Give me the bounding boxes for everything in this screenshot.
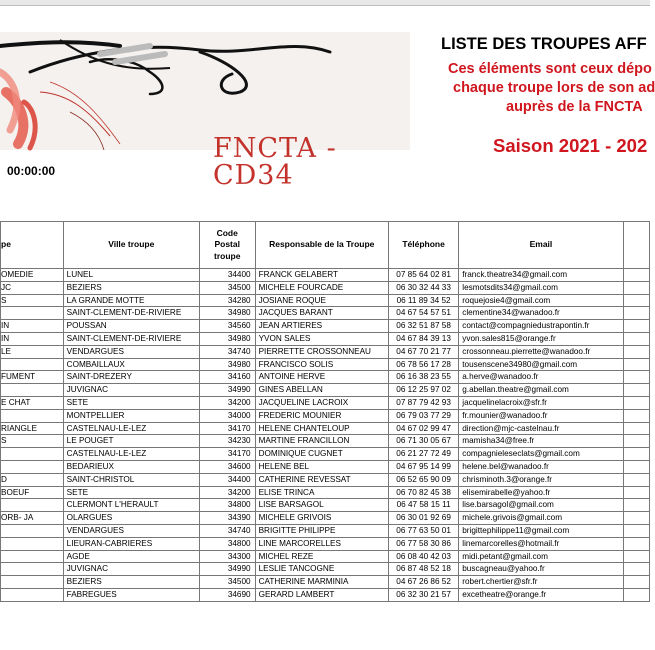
cell-telephone: 04 67 54 57 51 xyxy=(388,307,458,320)
cell-extra xyxy=(623,448,649,461)
cell-email: yvon.sales815@orange.fr xyxy=(459,332,623,345)
cell-telephone: 06 70 82 45 38 xyxy=(388,486,458,499)
cell-email: crossonneau.pierrette@wanadoo.fr xyxy=(459,345,623,358)
subtitle-line-3: auprès de la FNCTA xyxy=(506,99,643,115)
cell-extra xyxy=(623,269,649,282)
cell-troupe: BOEUF xyxy=(1,486,64,499)
cell-troupe: S xyxy=(1,435,64,448)
table-row xyxy=(1,537,650,550)
cell-code-postal: 34990 xyxy=(199,384,255,397)
cell-troupe xyxy=(1,576,64,589)
cell-ville: FABREGUES xyxy=(63,588,199,601)
cell-extra xyxy=(623,524,649,537)
cell-email: contact@compagniedustrapontin.fr xyxy=(459,320,623,333)
cell-code-postal: 34400 xyxy=(199,473,255,486)
subtitle-line-2: chaque troupe lors de son ad xyxy=(453,80,655,96)
table-row xyxy=(1,576,650,589)
cell-ville: SAINT-DREZERY xyxy=(63,371,199,384)
table-row xyxy=(1,281,650,294)
cell-email: buscagneau@yahoo.fr xyxy=(459,563,623,576)
cell-extra xyxy=(623,320,649,333)
cell-email: direction@mjc-castelnau.fr xyxy=(459,422,623,435)
col-header-email: Email xyxy=(459,222,623,269)
cell-ville: SAINT-CLEMENT-DE-RIVIERE xyxy=(63,307,199,320)
cell-troupe xyxy=(1,588,64,601)
cell-extra xyxy=(623,294,649,307)
col-header-responsable: Responsable de la Troupe xyxy=(255,222,388,269)
cell-extra xyxy=(623,435,649,448)
table-row xyxy=(1,409,650,422)
cell-code-postal: 34980 xyxy=(199,307,255,320)
col-header-extra xyxy=(623,222,649,269)
page-top-rule xyxy=(0,5,650,6)
cell-responsable: FRANCK GELABERT xyxy=(255,269,388,282)
cell-responsable: FRANCISCO SOLIS xyxy=(255,358,388,371)
cell-troupe: LE xyxy=(1,345,64,358)
cell-telephone: 06 30 32 44 33 xyxy=(388,281,458,294)
cell-extra xyxy=(623,371,649,384)
cell-responsable: ELISE TRINCA xyxy=(255,486,388,499)
cell-troupe xyxy=(1,307,64,320)
cell-telephone: 06 47 58 15 11 xyxy=(388,499,458,512)
cell-extra xyxy=(623,576,649,589)
cell-responsable: MICHEL REZE xyxy=(255,550,388,563)
cell-troupe: IN xyxy=(1,332,64,345)
cell-ville: OLARGUES xyxy=(63,512,199,525)
cell-troupe: D xyxy=(1,473,64,486)
cell-responsable: JACQUES BARANT xyxy=(255,307,388,320)
cell-email: clementine34@wanadoo.fr xyxy=(459,307,623,320)
cell-telephone: 06 21 27 72 49 xyxy=(388,448,458,461)
cell-email: franck.theatre34@gmail.com xyxy=(459,269,623,282)
cell-email: excetheatre@orange.fr xyxy=(459,588,623,601)
cell-responsable: MICHELE GRIVOIS xyxy=(255,512,388,525)
cell-email: robert.chertier@sfr.fr xyxy=(459,576,623,589)
cell-code-postal: 34500 xyxy=(199,576,255,589)
cell-ville: JUVIGNAC xyxy=(63,563,199,576)
cell-email: mamisha34@free.fr xyxy=(459,435,623,448)
cell-code-postal: 34390 xyxy=(199,512,255,525)
cell-troupe xyxy=(1,499,64,512)
cell-responsable: YVON SALES xyxy=(255,332,388,345)
cell-telephone: 06 79 03 77 29 xyxy=(388,409,458,422)
cell-telephone: 06 08 40 42 03 xyxy=(388,550,458,563)
cell-telephone: 06 87 48 52 18 xyxy=(388,563,458,576)
cell-code-postal: 34560 xyxy=(199,320,255,333)
cell-ville: VENDARGUES xyxy=(63,345,199,358)
cell-telephone: 04 67 26 86 52 xyxy=(388,576,458,589)
logo-text: FNCTA - CD34 xyxy=(213,133,337,191)
cell-code-postal: 34500 xyxy=(199,281,255,294)
cell-responsable: LINE MARCORELLES xyxy=(255,537,388,550)
cell-extra xyxy=(623,563,649,576)
cell-extra xyxy=(623,537,649,550)
cell-ville: BEZIERS xyxy=(63,281,199,294)
cell-troupe xyxy=(1,384,64,397)
cell-responsable: JEAN ARTIERES xyxy=(255,320,388,333)
cell-ville: JUVIGNAC xyxy=(63,384,199,397)
cell-code-postal: 34980 xyxy=(199,358,255,371)
table-row xyxy=(1,422,650,435)
table-row xyxy=(1,512,650,525)
document-title: LISTE DES TROUPES AFF xyxy=(441,35,647,53)
troupes-table xyxy=(0,221,650,602)
subtitle-line-1: Ces éléments sont ceux dépo xyxy=(448,61,652,77)
cell-telephone: 07 87 79 42 93 xyxy=(388,396,458,409)
cell-email: lise.barsagol@gmail.com xyxy=(459,499,623,512)
cell-email: roquejosie4@gmail.com xyxy=(459,294,623,307)
cell-troupe: RIANGLE xyxy=(1,422,64,435)
table-row xyxy=(1,486,650,499)
cell-responsable: ANTOINE HERVE xyxy=(255,371,388,384)
cell-extra xyxy=(623,345,649,358)
cell-code-postal: 34980 xyxy=(199,332,255,345)
cell-ville: SAINT-CHRISTOL xyxy=(63,473,199,486)
cell-code-postal: 34280 xyxy=(199,294,255,307)
cell-extra xyxy=(623,307,649,320)
cell-extra xyxy=(623,486,649,499)
col-header-code-postal: Code Postal troupe xyxy=(199,222,255,269)
cell-extra xyxy=(623,473,649,486)
cell-ville: POUSSAN xyxy=(63,320,199,333)
cell-troupe xyxy=(1,524,64,537)
cell-responsable: GINES ABELLAN xyxy=(255,384,388,397)
cell-responsable: HELENE CHANTELOUP xyxy=(255,422,388,435)
cell-email: g.abellan.theatre@gmail.com xyxy=(459,384,623,397)
table-row xyxy=(1,563,650,576)
cell-ville: SETE xyxy=(63,486,199,499)
cell-telephone: 06 30 01 92 69 xyxy=(388,512,458,525)
table-row xyxy=(1,473,650,486)
cell-ville: AGDE xyxy=(63,550,199,563)
cell-code-postal: 34990 xyxy=(199,563,255,576)
cell-responsable: CATHERINE REVESSAT xyxy=(255,473,388,486)
cell-ville: MONTPELLIER xyxy=(63,409,199,422)
cell-code-postal: 34170 xyxy=(199,448,255,461)
cell-email: chrisminoth.3@orange.fr xyxy=(459,473,623,486)
cell-code-postal: 34800 xyxy=(199,537,255,550)
cell-email: a.herve@wanadoo.fr xyxy=(459,371,623,384)
cell-ville: CASTELNAU-LE-LEZ xyxy=(63,422,199,435)
table-row xyxy=(1,269,650,282)
cell-email: helene.bel@wanadoo.fr xyxy=(459,460,623,473)
table-row xyxy=(1,332,650,345)
table-row xyxy=(1,499,650,512)
cell-troupe: ORB- JA xyxy=(1,512,64,525)
cell-ville: LIEURAN-CABRIERES xyxy=(63,537,199,550)
cell-code-postal: 34740 xyxy=(199,524,255,537)
table-row xyxy=(1,384,650,397)
cell-ville: SETE xyxy=(63,396,199,409)
cell-responsable: CATHERINE MARMINIA xyxy=(255,576,388,589)
cell-code-postal: 34160 xyxy=(199,371,255,384)
cell-troupe: IN xyxy=(1,320,64,333)
cell-code-postal: 34800 xyxy=(199,499,255,512)
cell-telephone: 04 67 95 14 99 xyxy=(388,460,458,473)
cell-code-postal: 34600 xyxy=(199,460,255,473)
cell-email: tousenscene34980@gmail.com xyxy=(459,358,623,371)
cell-extra xyxy=(623,409,649,422)
cell-code-postal: 34170 xyxy=(199,422,255,435)
cell-telephone: 06 16 38 23 55 xyxy=(388,371,458,384)
cell-troupe xyxy=(1,409,64,422)
cell-extra xyxy=(623,512,649,525)
cell-troupe: OMEDIE xyxy=(1,269,64,282)
cell-troupe xyxy=(1,537,64,550)
cell-telephone: 06 78 56 17 28 xyxy=(388,358,458,371)
cell-code-postal: 34230 xyxy=(199,435,255,448)
cell-extra xyxy=(623,281,649,294)
cell-extra xyxy=(623,588,649,601)
table-row xyxy=(1,307,650,320)
table-row xyxy=(1,396,650,409)
cell-telephone: 04 67 02 99 47 xyxy=(388,422,458,435)
cell-responsable: DOMINIQUE CUGNET xyxy=(255,448,388,461)
cell-email: lesmotsdits34@gmail.com xyxy=(459,281,623,294)
cell-telephone: 06 11 89 34 52 xyxy=(388,294,458,307)
cell-troupe xyxy=(1,550,64,563)
cell-telephone: 06 52 65 90 09 xyxy=(388,473,458,486)
cell-telephone: 04 67 84 39 13 xyxy=(388,332,458,345)
cell-code-postal: 34740 xyxy=(199,345,255,358)
cell-troupe: JC xyxy=(1,281,64,294)
col-header-telephone: Téléphone xyxy=(388,222,458,269)
cell-troupe: S xyxy=(1,294,64,307)
cell-extra xyxy=(623,358,649,371)
cell-extra xyxy=(623,384,649,397)
table-row xyxy=(1,358,650,371)
cell-responsable: BRIGITTE PHILIPPE xyxy=(255,524,388,537)
cell-code-postal: 34000 xyxy=(199,409,255,422)
cell-telephone: 06 12 25 97 02 xyxy=(388,384,458,397)
cell-responsable: JOSIANE ROQUE xyxy=(255,294,388,307)
table-row xyxy=(1,588,650,601)
cell-email: michele.grivois@gmail.com xyxy=(459,512,623,525)
cell-ville: LUNEL xyxy=(63,269,199,282)
cell-telephone: 07 85 64 02 81 xyxy=(388,269,458,282)
cell-email: brigittephilippe11@gmail.com xyxy=(459,524,623,537)
table-row xyxy=(1,448,650,461)
cell-code-postal: 34200 xyxy=(199,396,255,409)
logo-brush-art xyxy=(0,32,410,150)
cell-troupe xyxy=(1,448,64,461)
cell-responsable: HELENE BEL xyxy=(255,460,388,473)
table-row xyxy=(1,435,650,448)
cell-telephone: 06 32 30 21 57 xyxy=(388,588,458,601)
cell-email: fr.mounier@wanadoo.fr xyxy=(459,409,623,422)
cell-telephone: 04 67 70 21 77 xyxy=(388,345,458,358)
cell-troupe xyxy=(1,563,64,576)
table-header-row xyxy=(1,222,650,269)
cell-ville: CLERMONT L'HERAULT xyxy=(63,499,199,512)
cell-troupe: E CHAT xyxy=(1,396,64,409)
cell-troupe xyxy=(1,358,64,371)
cell-responsable: MICHELE FOURCADE xyxy=(255,281,388,294)
table-row xyxy=(1,550,650,563)
cell-troupe: FUMENT xyxy=(1,371,64,384)
cell-code-postal: 34300 xyxy=(199,550,255,563)
cell-responsable: LESLIE TANCOGNE xyxy=(255,563,388,576)
table-row xyxy=(1,345,650,358)
cell-code-postal: 34690 xyxy=(199,588,255,601)
col-header-troupe: pe xyxy=(1,222,64,269)
cell-telephone: 06 77 63 50 01 xyxy=(388,524,458,537)
cell-responsable: PIERRETTE CROSSONNEAU xyxy=(255,345,388,358)
cell-responsable: LISE BARSAGOL xyxy=(255,499,388,512)
cell-extra xyxy=(623,396,649,409)
cell-ville: LE POUGET xyxy=(63,435,199,448)
cell-ville: CASTELNAU-LE-LEZ xyxy=(63,448,199,461)
cell-email: linemarcorelles@hotmail.fr xyxy=(459,537,623,550)
table-row xyxy=(1,460,650,473)
cell-responsable: FREDERIC MOUNIER xyxy=(255,409,388,422)
cell-extra xyxy=(623,422,649,435)
table-row xyxy=(1,294,650,307)
cell-responsable: JACQUELINE LACROIX xyxy=(255,396,388,409)
cell-extra xyxy=(623,332,649,345)
cell-email: elisemirabelle@yahoo.fr xyxy=(459,486,623,499)
cell-telephone: 06 32 51 87 58 xyxy=(388,320,458,333)
cell-ville: VENDARGUES xyxy=(63,524,199,537)
cell-ville: SAINT-CLEMENT-DE-RIVIERE xyxy=(63,332,199,345)
cell-ville: BEZIERS xyxy=(63,576,199,589)
cell-responsable: MARTINE FRANCILLON xyxy=(255,435,388,448)
cell-code-postal: 34400 xyxy=(199,269,255,282)
season-label: Saison 2021 - 202 xyxy=(493,135,648,156)
cell-email: midi.petant@gmail.com xyxy=(459,550,623,563)
cell-telephone: 06 77 58 30 86 xyxy=(388,537,458,550)
cell-telephone: 06 71 30 05 67 xyxy=(388,435,458,448)
table-row xyxy=(1,524,650,537)
cell-extra xyxy=(623,460,649,473)
cell-email: compagnieleseclats@gmail.com xyxy=(459,448,623,461)
cell-extra xyxy=(623,499,649,512)
col-header-ville: Ville troupe xyxy=(63,222,199,269)
cell-troupe xyxy=(1,460,64,473)
cell-extra xyxy=(623,550,649,563)
time-stamp: 00:00:00 xyxy=(7,164,56,178)
cell-code-postal: 34200 xyxy=(199,486,255,499)
cell-ville: COMBAILLAUX xyxy=(63,358,199,371)
table-body xyxy=(1,269,650,602)
cell-ville: BEDARIEUX xyxy=(63,460,199,473)
cell-responsable: GERARD LAMBERT xyxy=(255,588,388,601)
table-row xyxy=(1,371,650,384)
table-row xyxy=(1,320,650,333)
cell-ville: LA GRANDE MOTTE xyxy=(63,294,199,307)
cell-email: jacquelinelacroix@sfr.fr xyxy=(459,396,623,409)
